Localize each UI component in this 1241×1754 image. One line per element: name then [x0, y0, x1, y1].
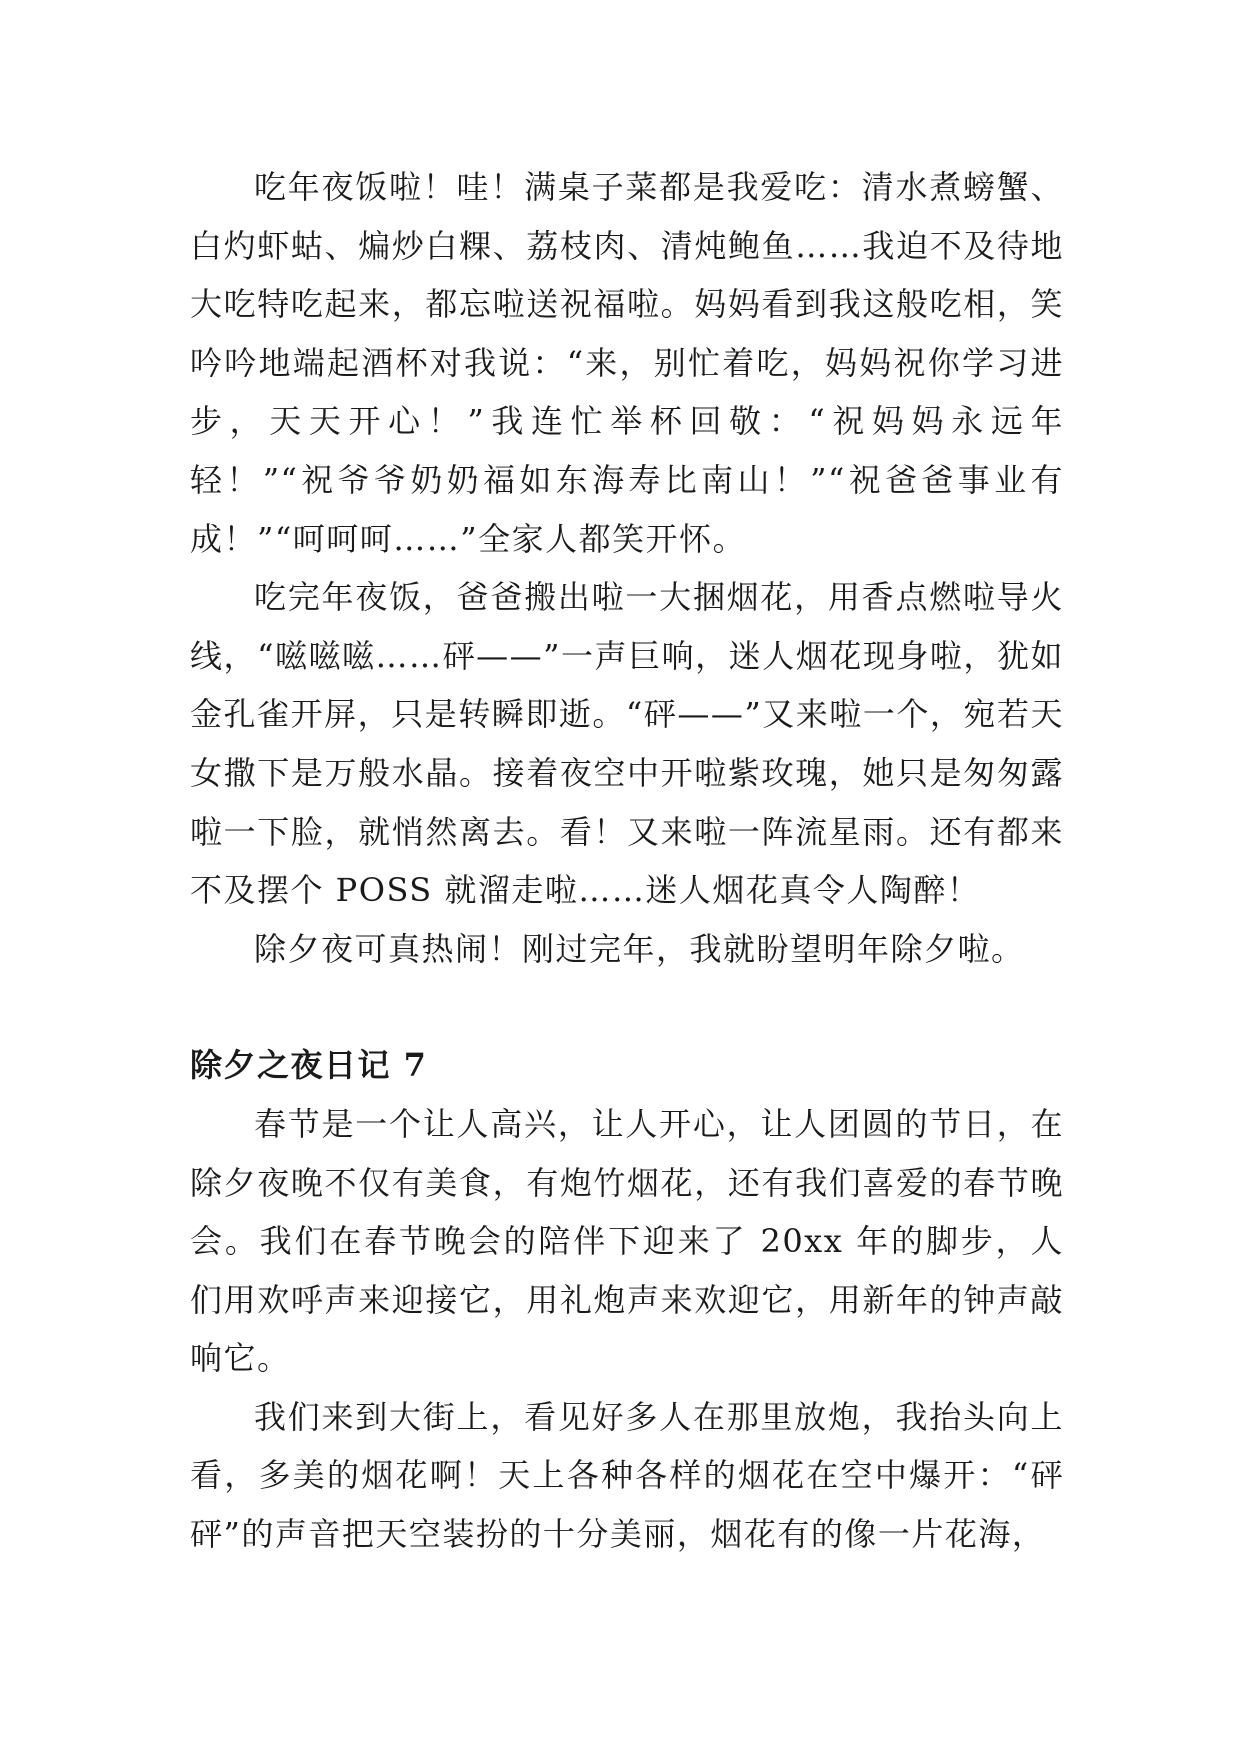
document-page	[190, 158, 1064, 1564]
paragraph-closing: 除夕夜可真热闹！刚过完年，我就盼望明年除夕啦。	[254, 929, 1025, 968]
paragraph-street-fireworks: 我们来到大街上，看见好多人在那里放炮，我抬头向上看，多美的烟花啊！天上各种各样的烟花在空中爆开：“砰砰”的声音把天空装扮的十分美丽，烟花有的像一片花海，	[190, 1397, 1064, 1554]
section-title: 除夕之夜日记 7	[190, 1046, 428, 1085]
paragraph-new-year-dinner: 吃年夜饭啦！哇！满桌子菜都是我爱吃：清水煮螃蟹、白灼虾蛄、煸炒白粿、荔枝肉、清炖鲍鱼……我迫不及待地大吃特吃起来，都忘啦送祝福啦。妈妈看到我这般吃相，笑吟吟地端起酒杯对我说：“来，别忙着吃，妈妈祝你学习进步，天天开心！”我连忙举杯回敬：“祝妈妈永远年轻！”“祝爷爷奶奶福如东海寿比南山！”“祝爸爸事业有成！”“呵呵呵……”全家人都笑开怀。	[190, 168, 1064, 558]
section-spacer	[190, 978, 1064, 1036]
paragraph-fireworks: 吃完年夜饭，爸爸搬出啦一大捆烟花，用香点燃啦导火线，“嗞嗞嗞……砰——”一声巨响，迷人烟花现身啦，犹如金孔雀开屏，只是转瞬即逝。“砰——”又来啦一个，宛若天女撒下是万般水晶。接着夜空中开啦紫玫瑰，她只是匆匆露啦一下脸，就悄然离去。看！又来啦一阵流星雨。还有都来不及摆个 POSS 就溜走啦……迷人烟花真令人陶醉！	[190, 578, 1064, 910]
paragraph-spring-festival: 春节是一个让人高兴，让人开心，让人团圆的节日，在除夕夜晚不仅有美食，有炮竹烟花，还有我们喜爱的春节晚会。我们在春节晚会的陪伴下迎来了 20xx 年的脚步，人们用欢呼声来迎接它，用礼炮声来欢迎它，用新年的钟声敲响它。	[190, 1104, 1064, 1378]
